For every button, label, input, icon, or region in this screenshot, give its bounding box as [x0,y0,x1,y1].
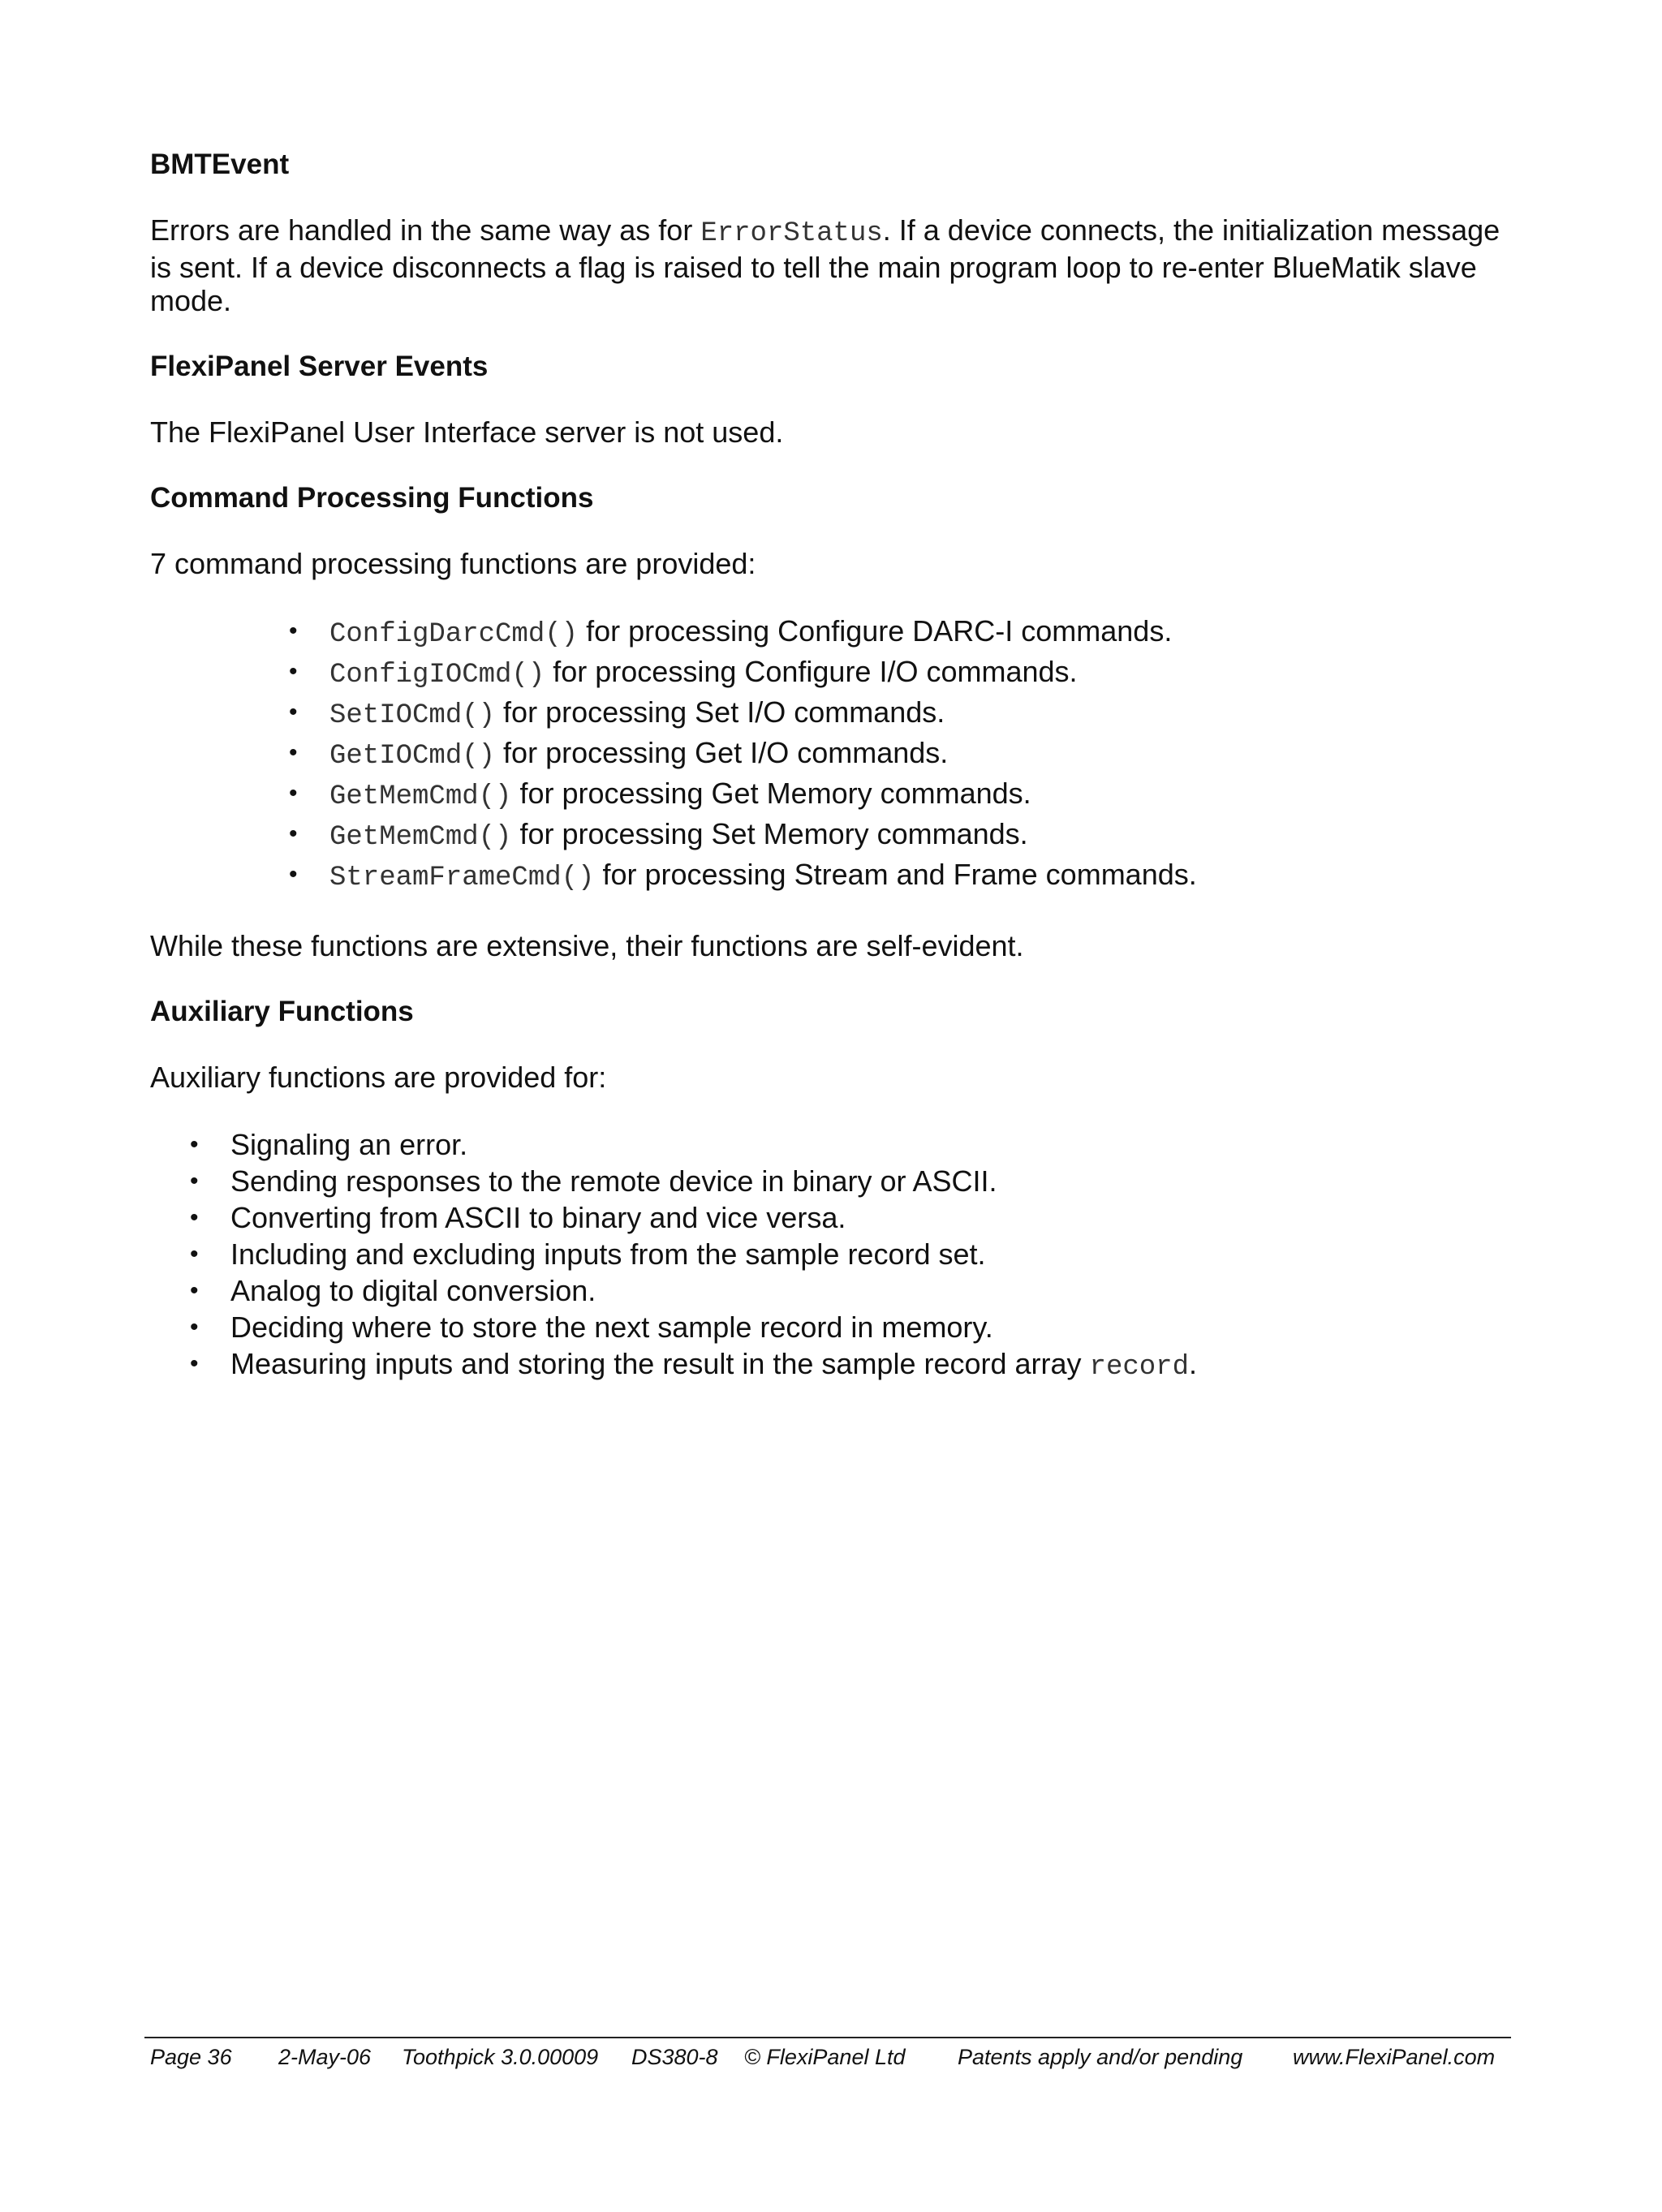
function-code: StreamFrameCmd() [329,863,595,893]
list-item [190,1309,1509,1345]
function-code: GetMemCmd() [329,822,512,853]
function-description: for processing Set Memory commands. [511,817,1028,850]
section-heading-command-processing: Command Processing Functions [150,482,594,514]
function-description: for processing Set I/O commands. [495,695,945,729]
function-code: ConfigIOCmd() [329,660,545,691]
function-code: ConfigDarcCmd() [329,619,579,650]
list-item-text: Including and excluding inputs from the sample record set. [230,1237,986,1271]
footer-copyright: © FlexiPanel Ltd [744,2045,906,2069]
list-item-text: Converting from ASCII to binary and vice versa. [230,1201,846,1234]
list-item [190,1345,1509,1386]
bullet-icon: • [190,1168,199,1194]
server-events-paragraph: The FlexiPanel User Interface server is not used. [150,415,784,449]
bullet-icon: • [190,1350,199,1377]
list-item [190,1163,1509,1199]
command-intro-paragraph: 7 command processing functions are provided: [150,547,756,580]
list-item [289,775,1509,816]
errorstatus-code: ErrorStatus [700,218,883,249]
bullet-icon: • [190,1204,199,1231]
bmtevent-paragraph [150,213,1509,317]
function-description: for processing Configure DARC-I commands. [578,614,1173,648]
list-item [289,856,1509,897]
list-item [190,1236,1509,1272]
function-code: GetIOCmd() [329,741,496,772]
bmtevent-text-after: . If a device connects, the initialization message is sent. If a device disconnects a flag is raised to tell the main program loop to re-enter BlueMatik slave mode. [150,213,1501,317]
record-code: record [1089,1352,1189,1383]
function-description: for processing Configure I/O commands. [545,655,1078,688]
section-heading-server-events: FlexiPanel Server Events [150,351,489,382]
function-description: for processing Stream and Frame commands. [594,858,1197,891]
bullet-icon: • [190,1131,199,1158]
list-item [190,1199,1509,1236]
bullet-icon: • [289,780,298,807]
footer-page-number: Page 36 [150,2045,232,2069]
list-item [289,734,1509,775]
bullet-icon: • [289,618,298,644]
page-body [150,148,1509,1418]
function-description: for processing Get I/O commands. [495,736,949,769]
bullet-icon: • [289,820,298,847]
list-item [190,1272,1509,1309]
command-function-list [289,613,1509,897]
bullet-icon: • [190,1314,199,1341]
function-code: SetIOCmd() [329,700,496,731]
bullet-icon: • [190,1277,199,1304]
bullet-icon: • [289,699,298,725]
footer-product: Toothpick 3.0.00009 [402,2045,599,2069]
section-heading-bmtevent: BMTEvent [150,148,290,180]
function-description: for processing Get Memory commands. [511,777,1031,810]
footer-website: www.FlexiPanel.com [1293,2045,1496,2069]
list-item-text: Measuring inputs and storing the result in the sample record array [230,1347,1090,1380]
auxiliary-intro-paragraph: Auxiliary functions are provided for: [150,1061,607,1094]
bullet-icon: • [289,861,298,888]
bullet-icon: • [289,658,298,685]
list-item-text: Analog to digital conversion. [230,1274,596,1307]
auxiliary-function-list [190,1126,1509,1386]
section-heading-auxiliary: Auxiliary Functions [150,996,414,1027]
list-item [289,613,1509,653]
bmtevent-text-before: Errors are handled in the same way as for [150,213,701,247]
footer-doc-number: DS380-8 [631,2045,718,2069]
list-item-text: Signaling an error. [230,1128,468,1161]
list-item [289,653,1509,694]
list-item-text: Sending responses to the remote device in binary or ASCII. [230,1164,997,1198]
footer-divider [144,2037,1511,2038]
footer-date: 2-May-06 [278,2045,372,2069]
list-item-text: Deciding where to store the next sample record in memory. [230,1310,993,1344]
command-outro-paragraph: While these functions are extensive, their functions are self-evident. [150,929,1024,962]
list-item [289,694,1509,734]
function-code: GetMemCmd() [329,781,512,812]
footer-patents: Patents apply and/or pending [958,2045,1243,2069]
list-item-text-end: . [1188,1347,1197,1380]
bullet-icon: • [289,739,298,766]
list-item [289,816,1509,856]
bullet-icon: • [190,1241,199,1267]
list-item [190,1126,1509,1163]
